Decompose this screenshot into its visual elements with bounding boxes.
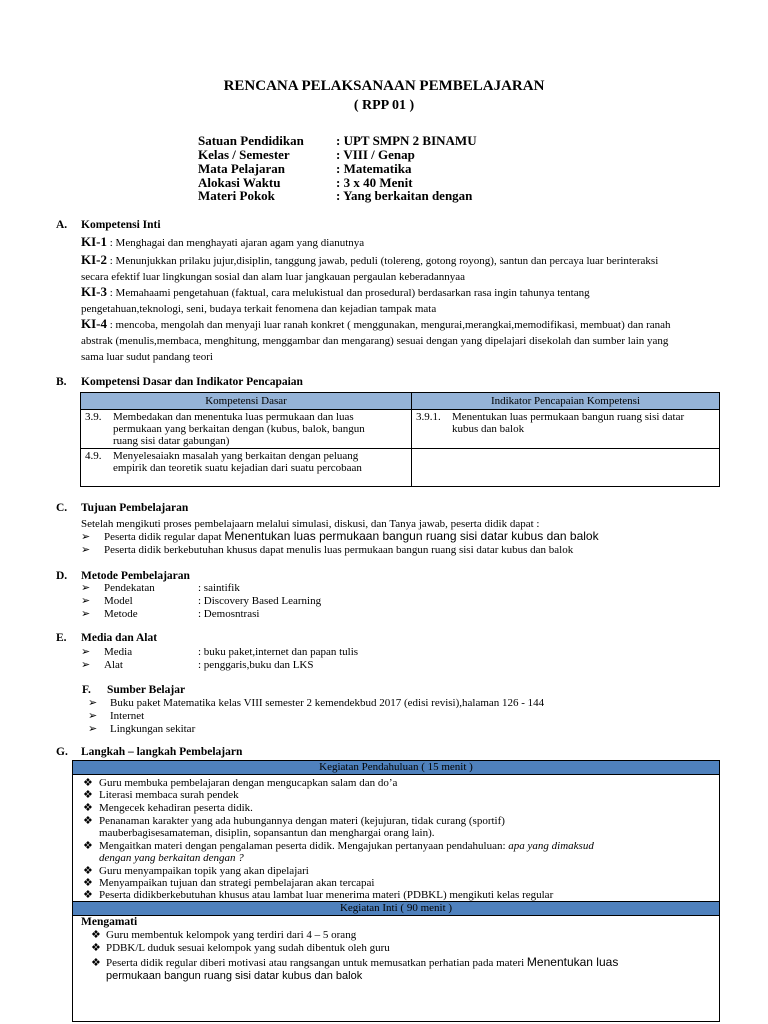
diamond-bullet-icon: ❖ bbox=[83, 877, 93, 889]
list-item: ➢ Internet bbox=[88, 710, 145, 722]
ipk-header: Indikator Pencapaian Kompetensi bbox=[412, 393, 720, 410]
list-item-cont: dengan yang berkaitan dengan ? bbox=[99, 852, 244, 864]
kd-header: Kompetensi Dasar bbox=[81, 393, 412, 410]
tujuan-intro: Setelah mengikuti proses pembelajaarn melalui simulasi, diskusi, dan Tanya jawab, peserta didik dapat : bbox=[81, 518, 540, 530]
list-item: ❖ Guru menyampaikan topik yang akan dipelajari bbox=[83, 865, 309, 877]
list-item: ➢ Peserta didik berkebutuhan khusus dapat menulis luas permukaan bangun ruang sisi datar kubus dan balok bbox=[81, 544, 574, 556]
arrow-bullet-icon: ➢ bbox=[81, 595, 91, 607]
section-b-heading: B. Kompetensi Dasar dan Indikator Pencapaian bbox=[56, 376, 303, 388]
diamond-bullet-icon: ❖ bbox=[83, 815, 93, 827]
diamond-bullet-icon: ❖ bbox=[83, 840, 93, 852]
identity-row: Mata Pelajaran : Matematika bbox=[198, 161, 412, 176]
section-a-heading: A. Kompetensi Inti bbox=[56, 219, 161, 231]
arrow-bullet-icon: ➢ bbox=[81, 531, 91, 543]
arrow-bullet-icon: ➢ bbox=[88, 710, 98, 722]
list-item: ❖ Guru membentuk kelompok yang terdiri dari 4 – 5 orang bbox=[91, 929, 357, 941]
ki-1: KI-1 : Menghagai dan menghayati ajaran agam yang dianutnya bbox=[81, 234, 365, 249]
list-item: ❖ Guru membuka pembelajaran dengan mengucapkan salam dan do’a bbox=[83, 777, 398, 789]
arrow-bullet-icon: ➢ bbox=[81, 659, 91, 671]
list-item: ❖ Mengaitkan materi dengan pengalaman peserta didik. Mengajukan pertanyaan pendahuluan: apa yang dimaksud bbox=[83, 840, 594, 852]
list-item: ❖ Mengecek kehadiran peserta didik. bbox=[83, 802, 253, 814]
identity-row: Materi Pokok : Yang berkaitan dengan bbox=[198, 188, 473, 203]
diamond-bullet-icon: ❖ bbox=[83, 802, 93, 814]
list-item: ➢ Pendekatan : saintifik bbox=[81, 582, 240, 594]
ki-3: KI-3 : Memahaami pengetahuan (faktual, cara melukistual dan prosedural) berdasarkan rasa ingin tahunya tentang pengetahuan,teknologi, seni, budaya terkait fenomena dan kejadian tampak mata bbox=[81, 284, 590, 315]
list-item: ➢ Metode : Demosntrasi bbox=[81, 608, 260, 620]
identity-row: Kelas / Semester : VIII / Genap bbox=[198, 147, 415, 162]
diamond-bullet-icon: ❖ bbox=[83, 889, 93, 901]
table-row: 3.9. Membedakan dan menentuka luas permukaan dan luas permukaan yang berkaitan dengan (kubus, balok, bangun ruang sisi datar gabungan) 3.9.1. Menentukan luas permukaan bangun ruang sisi datar kubus dan balok bbox=[81, 410, 720, 449]
section-e-heading: E. Media dan Alat bbox=[56, 632, 158, 644]
diamond-bullet-icon: ❖ bbox=[91, 942, 101, 954]
list-item: ❖ Peserta didikberkebutuhan khusus atau lambat luar menerima materi (PDBKL) mengikuti kelas regular bbox=[83, 889, 554, 901]
diamond-bullet-icon: ❖ bbox=[83, 789, 93, 801]
page-title: RENCANA PELAKSANAAN PEMBELAJARAN bbox=[223, 78, 545, 94]
arrow-bullet-icon: ➢ bbox=[88, 697, 98, 709]
identity-row: Satuan Pendidikan : UPT SMPN 2 BINAMU bbox=[198, 133, 477, 148]
arrow-bullet-icon: ➢ bbox=[81, 544, 91, 556]
ki-2: KI-2 : Menunjukkan prilaku jujur,disiplin, tanggung jawab, peduli (tolereng, gotong royong), santun dan percaya luar berinteraksi secara efektif luar lingkungan sosial dan alam luar jangkauan pergaulan keberadannyaa bbox=[81, 252, 659, 283]
list-item-cont: permukaan bangun ruang sisi datar kubus dan balok bbox=[106, 970, 363, 982]
section-f-heading: F. Sumber Belajar bbox=[82, 684, 186, 696]
diamond-bullet-icon: ❖ bbox=[83, 777, 93, 789]
ki-4: KI-4 : mencoba, mengolah dan menyaji luar ranah konkret ( menggunakan, mengurai,merangkai,memodifikasi, membuat) dan ranah abstrak (menulis,membaca, menghitung, menggambar dan mengarang) sesuai dengan yang dipelajari disekolah dan sumber lain yang sama luar sudut pandang teori bbox=[81, 316, 671, 363]
section-c-heading: C. Tujuan Pembelajaran bbox=[56, 502, 189, 514]
list-item: ➢ Lingkungan sekitar bbox=[88, 723, 196, 735]
list-item: ❖ Literasi membaca surah pendek bbox=[83, 789, 239, 801]
list-item: ➢ Model : Discovery Based Learning bbox=[81, 595, 322, 607]
arrow-bullet-icon: ➢ bbox=[88, 723, 98, 735]
mengamati-heading: Mengamati bbox=[81, 916, 138, 928]
arrow-bullet-icon: ➢ bbox=[81, 582, 91, 594]
list-item: ❖ Peserta didik regular diberi motivasi atau rangsangan untuk memusatkan perhatian pada materi Menentukan luas bbox=[91, 955, 619, 969]
list-item: ❖ Menyampaikan tujuan dan strategi pembelajaran akan tercapai bbox=[83, 877, 375, 889]
list-item: ❖ Penanaman karakter yang ada hubungannya dengan materi (kejujuran, tidak curang (sportif) bbox=[83, 815, 505, 827]
list-item: ➢ Media : buku paket,internet dan papan tulis bbox=[81, 646, 359, 658]
diamond-bullet-icon: ❖ bbox=[91, 957, 101, 969]
page-subtitle: ( RPP 01 ) bbox=[353, 98, 415, 113]
kd-table bbox=[80, 392, 720, 487]
diamond-bullet-icon: ❖ bbox=[83, 865, 93, 877]
section-g-heading: G. Langkah – langkah Pembelajarn bbox=[56, 746, 243, 758]
list-item: ❖ PDBK/L duduk sesuai kelompok yang sudah dibentuk oleh guru bbox=[91, 942, 390, 954]
list-item: ➢ Peserta didik regular dapat Menentukan luas permukaan bangun ruang sisi datar kubus dan balok bbox=[81, 529, 599, 543]
arrow-bullet-icon: ➢ bbox=[81, 646, 91, 658]
list-item: ➢ Buku paket Matematika kelas VIII semester 2 kemendekbud 2017 (edisi revisi),halaman 126 - 144 bbox=[88, 697, 545, 709]
identity-row: Alokasi Waktu : 3 x 40 Menit bbox=[198, 175, 413, 190]
table-row: 4.9. Menyelesaiakn masalah yang berkaitan dengan peluang empirik dan teoretik suatu kejadian dari suatu percobaan bbox=[81, 449, 720, 487]
inti-header: Kegiatan Inti ( 90 menit ) bbox=[73, 901, 719, 916]
diamond-bullet-icon: ❖ bbox=[91, 929, 101, 941]
section-d-heading: D. Metode Pembelajaran bbox=[56, 570, 190, 582]
langkah-table bbox=[72, 760, 720, 1022]
list-item: ➢ Alat : penggaris,buku dan LKS bbox=[81, 659, 314, 671]
pendahuluan-header: Kegiatan Pendahuluan ( 15 menit ) bbox=[73, 761, 719, 775]
arrow-bullet-icon: ➢ bbox=[81, 608, 91, 620]
list-item-cont: mauberbagisesamateman, disiplin, sopansantun dan menghargai orang lain). bbox=[99, 827, 435, 839]
